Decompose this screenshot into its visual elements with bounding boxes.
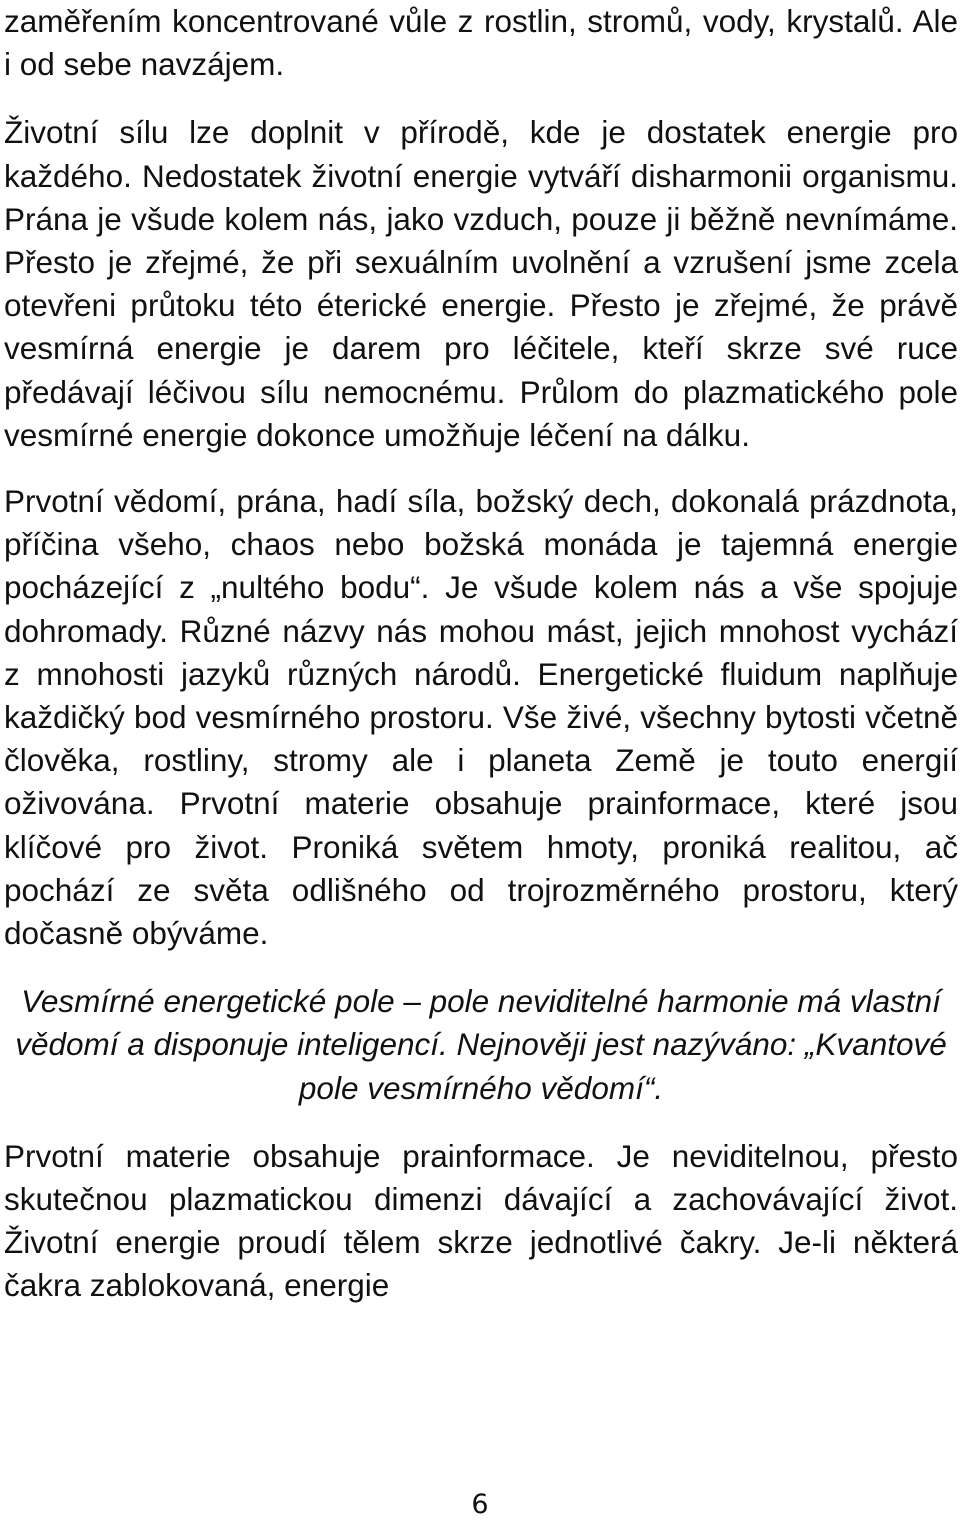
paragraph-2: Životní sílu lze doplnit v přírodě, kde je dostatek energie pro každého. Nedostatek životní energie vytváří disharmonii organismu. Prána je všude kolem nás, jako vzduch, pouze ji běžně nevnímáme. Přesto je zřejmé, že při sexuálním uvolnění a vzrušení jsme zcela otevřeni průtoku této éterické energie. Přesto je zřejmé, že právě vesmírná energie je darem pro léčitele, kteří skrze své ruce předávají léčivou sílu nemocnému. Průlom do plazmatického pole vesmírné energie dokonce umožňuje léčení na dálku. — [4, 114, 958, 453]
paragraph-3: Prvotní vědomí, prána, hadí síla, božský dech, dokonalá prázdnota, příčina všeho, chaos nebo božská monáda je tajemná energie pocházející z „nultého bodu“. Je všude kolem nás a vše spojuje dohromady. Různé názvy nás mohou mást, jejich mnohost vychází z mnohosti jazyků různých národů. Energetické fluidum naplňuje každičký bod vesmírného prostoru. Vše živé, všechny bytosti včetně člověka, rostliny, stromy ale i planeta Země je touto energií oživována. Prvotní materie obsahuje prainformace, které jsou klíčové pro život. Proniká světem hmoty, proniká realitou, ač pochází ze světa odlišného od trojrozměrného prostoru, který dočasně obýváme. — [4, 483, 958, 952]
document-page — [4, 0, 958, 1308]
paragraph-1: zaměřením koncentrované vůle z rostlin, stromů, vody, krystalů. Ale i od sebe navzájem. — [4, 3, 958, 83]
paragraph-4: Prvotní materie obsahuje prainformace. Je neviditelnou, přesto skutečnou plazmatickou dimenzi dávající a zachovávající život. Životní energie proudí tělem skrze jednotlivé čakry. Je-li některá čakra zablokovaná, energie — [4, 1137, 958, 1304]
page-number: 6 — [471, 1489, 489, 1520]
italic-quote: Vesmírné energetické pole – pole neviditelné harmonie má vlastní vědomí a disponuje inteligencí. Nejnověji jest nazýváno: „Kvantové pole vesmírného vědomí“. — [15, 983, 947, 1106]
